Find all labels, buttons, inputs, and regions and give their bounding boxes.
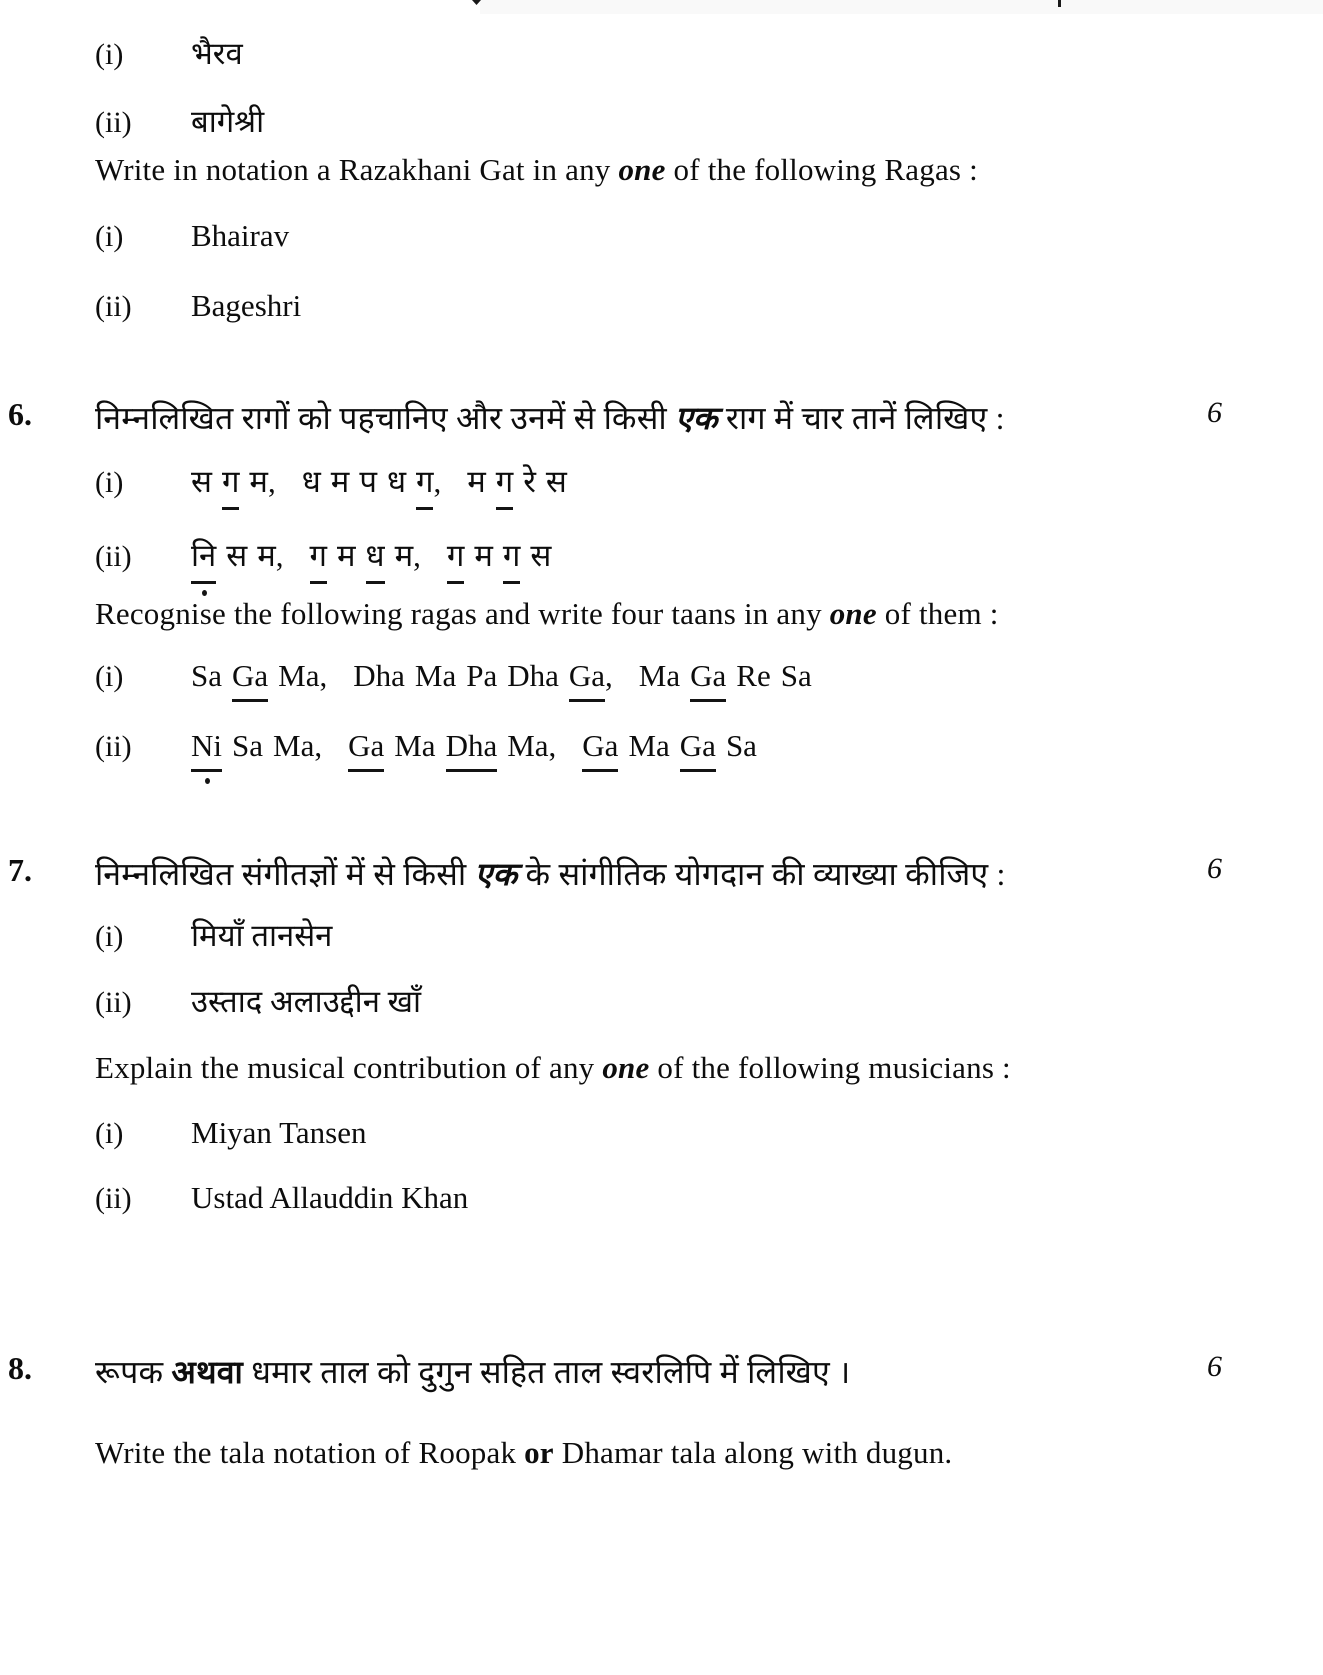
list-item [95, 728, 757, 772]
list-item [95, 460, 567, 510]
item-marker: (i) [95, 660, 124, 693]
scan-edge-shading [480, 0, 1323, 14]
list-item [95, 100, 264, 142]
item-marker: (ii) [95, 730, 132, 763]
list-item [95, 534, 551, 584]
raga-name-hindi: बागेश्री [191, 104, 265, 139]
item-marker: (ii) [95, 1182, 132, 1215]
swara-notation-english: Ni Sa Ma, Ga Ma Dha Ma, Ga Ma Ga Sa [191, 728, 757, 772]
musician-name-hindi: उस्ताद अलाउद्दीन खाँ [191, 984, 422, 1019]
raga-name-english: Bageshri [191, 288, 302, 323]
item-marker: (i) [95, 1117, 124, 1150]
musician-name-hindi: मियाँ तानसेन [191, 918, 333, 953]
item-marker: (i) [95, 466, 124, 499]
item-marker: (i) [95, 38, 124, 71]
question-number: 7. [8, 852, 32, 888]
item-marker: (ii) [95, 986, 132, 1019]
list-item [95, 32, 243, 74]
question-prompt-english: Write the tala notation of Roopak or Dhamar tala along with dugun. [95, 1435, 953, 1470]
list-item [95, 288, 301, 324]
list-item [95, 980, 421, 1022]
item-marker: (i) [95, 920, 124, 953]
raga-name-hindi: भैरव [191, 36, 243, 71]
swara-notation-hindi: नि स म, ग म ध म, ग म ग स [191, 534, 551, 584]
marks-value: 6 [1207, 396, 1222, 429]
item-marker: (i) [95, 220, 124, 253]
list-item [95, 914, 332, 956]
item-marker: (ii) [95, 290, 132, 323]
question-prompt-english: Write in notation a Razakhani Gat in any one of the following Ragas : [95, 152, 978, 187]
question-number: 6. [8, 396, 32, 432]
raga-name-english: Bhairav [191, 218, 290, 253]
list-item [95, 218, 289, 254]
question-prompt-english: Recognise the following ragas and write four taans in any one of them : [95, 596, 999, 631]
musician-name-english: Ustad Allauddin Khan [191, 1180, 469, 1215]
scan-artifact-speck [1058, 0, 1061, 7]
item-marker: (ii) [95, 540, 132, 573]
marks-value: 6 [1207, 852, 1222, 885]
question-prompt-hindi: निम्नलिखित रागों को पहचानिए और उनमें से किसी एक राग में चार तानें लिखिए : [95, 400, 1005, 436]
marks-value: 6 [1207, 1350, 1222, 1383]
swara-notation-english: Sa Ga Ma, Dha Ma Pa Dha Ga, Ma Ga Re Sa [191, 658, 812, 702]
question-number: 8. [8, 1350, 32, 1386]
list-item [95, 658, 812, 702]
question-prompt-hindi: रूपक अथवा धमार ताल को दुगुन सहित ताल स्वरलिपि में लिखिए । [95, 1354, 851, 1390]
musician-name-english: Miyan Tansen [191, 1115, 367, 1150]
list-item [95, 1180, 468, 1216]
item-marker: (ii) [95, 106, 132, 139]
question-prompt-hindi: निम्नलिखित संगीतज्ञों में से किसी एक के सांगीतिक योगदान की व्याख्या कीजिए : [95, 856, 1006, 892]
list-item [95, 1115, 366, 1151]
question-prompt-english: Explain the musical contribution of any one of the following musicians : [95, 1050, 1011, 1085]
swara-notation-hindi: स ग म, ध म प ध ग, म ग रे स [191, 460, 567, 510]
